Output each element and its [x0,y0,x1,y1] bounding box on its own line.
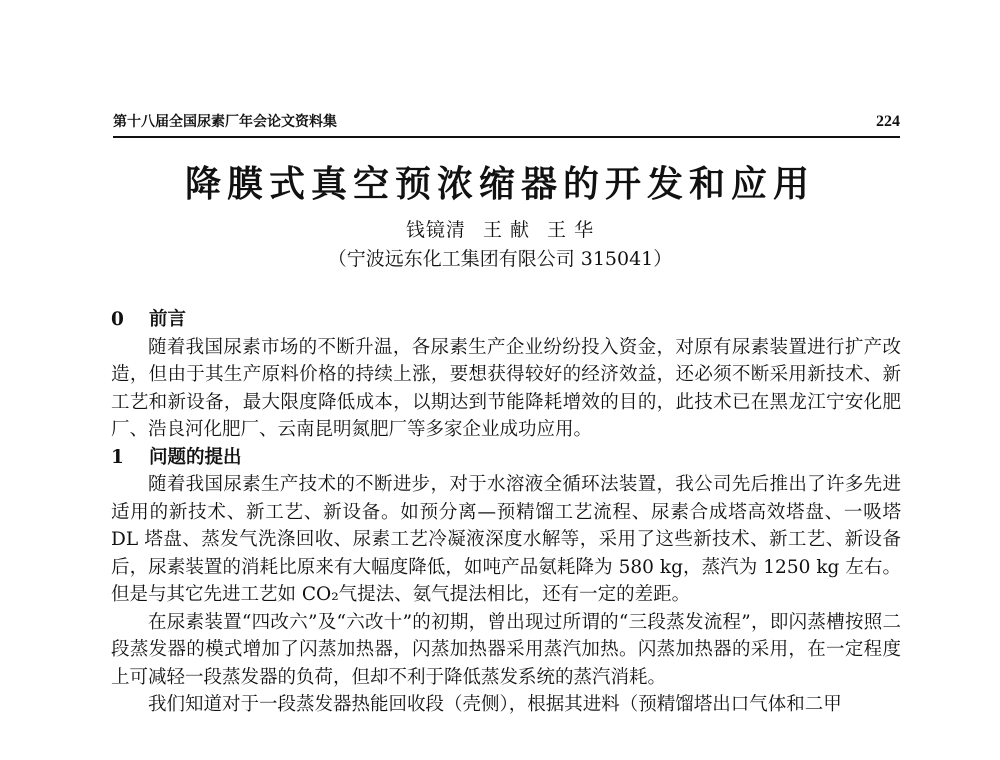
section-heading [111,444,901,472]
paragraph: 随着我国尿素市场的不断升温，各尿素生产企业纷纷投入资金，对原有尿素装置进行扩产改造，但由于其生产原料价格的持续上涨，要想获得较好的经济效益，还必须不断采用新技术、新工艺和新设备，最大限度降低成本，以期达到节能降耗增效的目的，此技术已在黑龙江宁安化肥厂、浩良河化肥厂、云南昆明氮肥厂等多家企业成功应用。 [111,336,901,440]
section-title: 前言 [149,309,187,330]
author-name: 王 献 [482,219,530,241]
header-rule [113,136,900,138]
paper-body [111,306,901,719]
affiliation: （宁波远东化工集团有限公司 315041） [327,248,673,270]
paragraph: 随着我国尿素生产技术的不断进步，对于水溶液全循环法装置，我公司先后推出了许多先进适用的新技术、新工艺、新设备。如预分离—预精馏工艺流程、尿素合成塔高效塔盘、一吸塔 DL 塔盘、蒸发气洗涤回收、尿素工艺冷凝液深度水解等，采用了这些新技术、新工艺、新设备后，尿素装置的消耗比原来有大幅度降低，如吨产品氨耗降为 580 kg，蒸汽为 1250 kg 左右。但是与其它先进工艺如 CO₂气提法、氨气提法相比，还有一定的差距。 [111,474,901,605]
section-number: 1 [111,446,124,468]
paragraph: 我们知道对于一段蒸发器热能回收段（壳侧），根据其进料（预精馏塔出口气体和二甲 [148,694,842,715]
section-number: 0 [111,309,124,330]
paper-title: 降膜式真空预浓缩器的开发和应用 [184,163,815,205]
page-number: 224 [876,113,900,130]
section-heading [111,306,901,334]
running-header [113,113,900,131]
author-name: 钱镜清 [405,219,466,241]
journal-name: 第十八届全国尿素厂年会论文资料集 [113,114,337,130]
section-title: 问题的提出 [149,446,242,468]
author-list [0,218,1000,242]
author-name: 王 华 [547,219,595,241]
paragraph: 在尿素装置“四改六”及“六改十”的初期，曾出现过所谓的“三段蒸发流程”，即闪蒸槽按照二段蒸发器的模式增加了闪蒸加热器，闪蒸加热器采用蒸汽加热。闪蒸加热器的采用，在一定程度上可减轻一段蒸发器的负荷，但却不利于降低蒸发系统的蒸汽消耗。 [111,611,901,688]
